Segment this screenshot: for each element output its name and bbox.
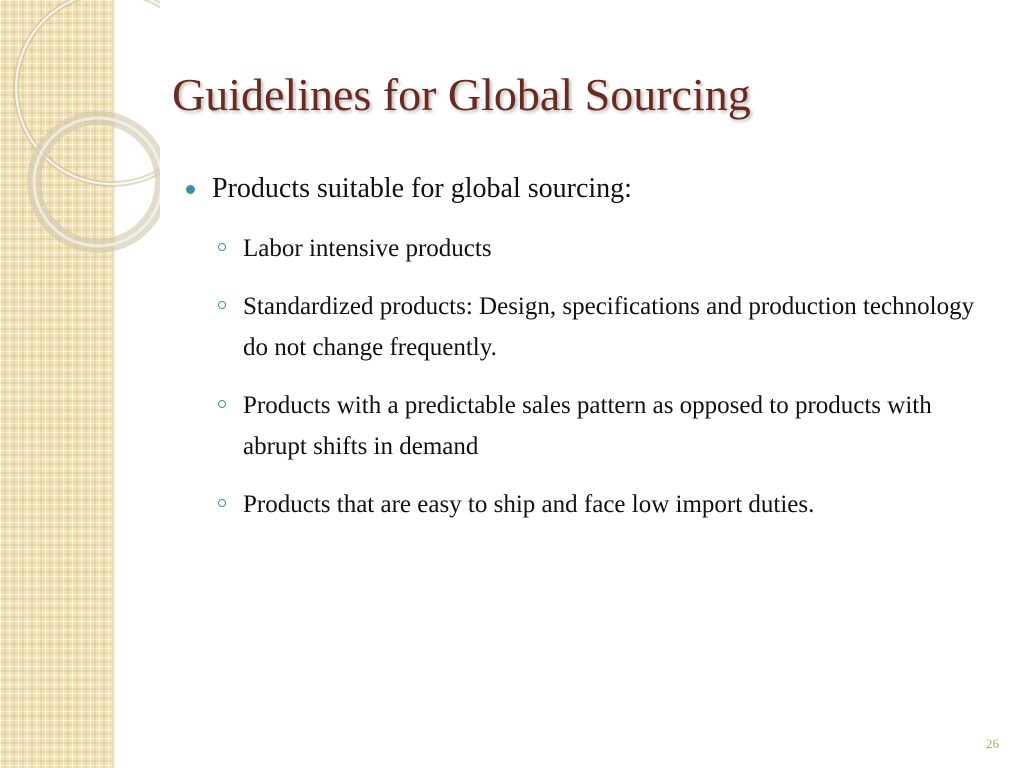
hollow-circle-bullet-icon xyxy=(218,499,226,507)
slide-number: 26 xyxy=(986,736,999,751)
slide-content xyxy=(186,170,976,542)
sub-bullet-text: Labor intensive products xyxy=(243,235,492,262)
sub-bullet-text: Products that are easy to ship and face low import duties. xyxy=(243,491,815,518)
sub-bullet-text: Standardized products: Design, specifications and production technology do not change frequently. xyxy=(243,293,975,361)
filled-circle-bullet-icon xyxy=(186,185,195,194)
hollow-circle-bullet-icon xyxy=(218,301,226,309)
sub-bullet-list xyxy=(216,228,976,525)
sub-bullet-item xyxy=(216,385,976,467)
rings-decoration-icon xyxy=(0,0,160,260)
sub-bullet-text: Products with a predictable sales pattern as opposed to products with abrupt shifts in demand xyxy=(243,392,932,460)
hollow-circle-bullet-icon xyxy=(218,400,226,408)
sub-bullet-item xyxy=(216,228,976,269)
hollow-circle-bullet-icon xyxy=(218,243,226,251)
sub-bullet-item xyxy=(216,286,976,368)
bullet-text: Products suitable for global sourcing: xyxy=(212,173,632,204)
bullet-item xyxy=(186,170,976,208)
sub-bullet-item xyxy=(216,484,976,525)
slide-title: Guidelines for Global Sourcing xyxy=(172,69,751,120)
